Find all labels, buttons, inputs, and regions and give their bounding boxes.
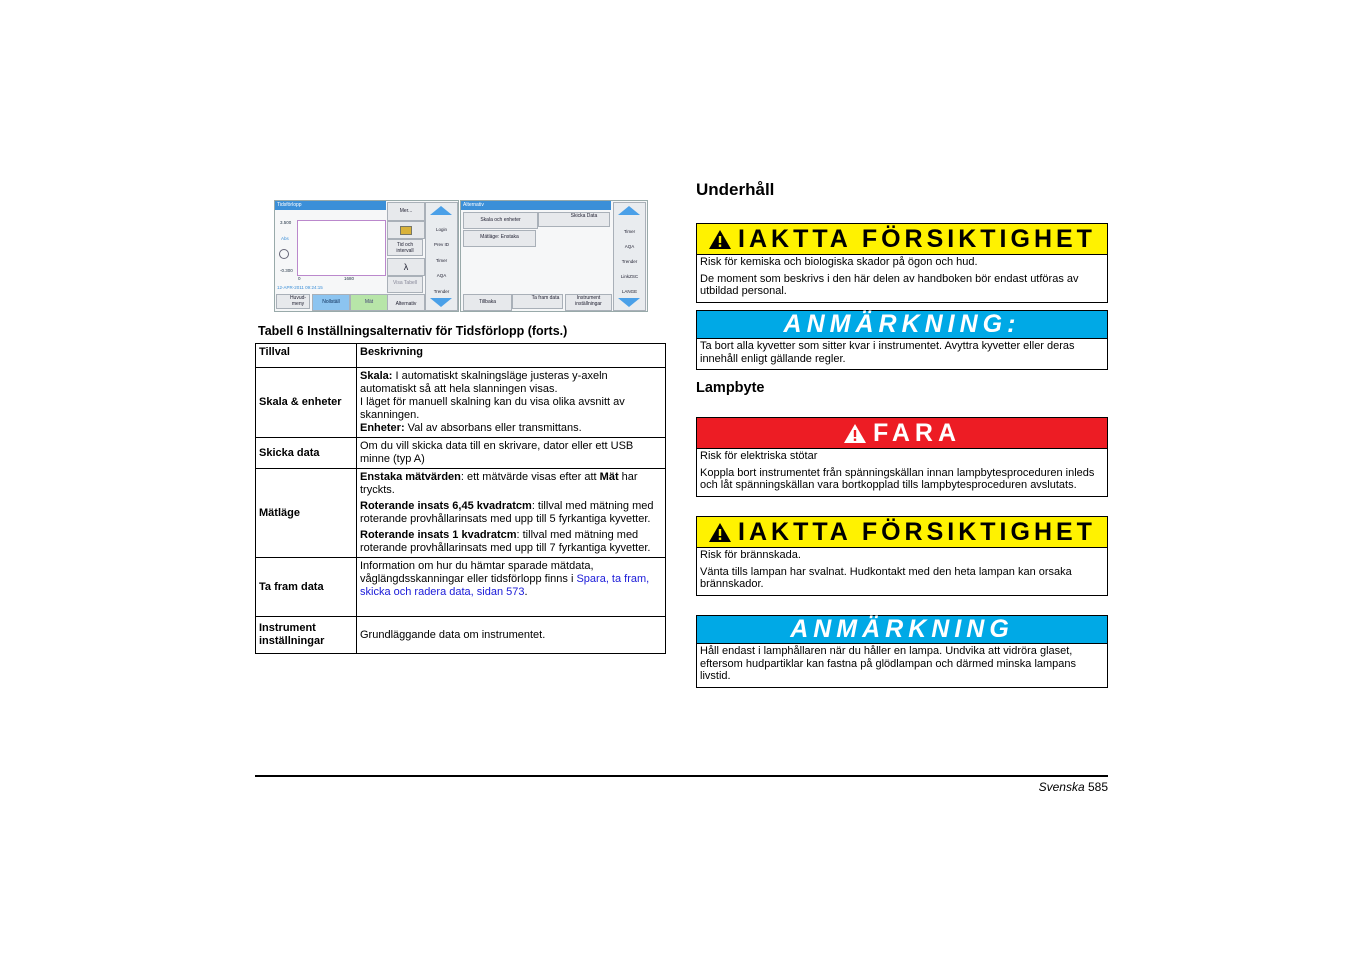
bold-term: Enstaka mätvärden (360, 471, 461, 483)
table-row (256, 469, 666, 558)
footer-rule (255, 775, 1108, 777)
bold-term: Roterande insats 6,45 kvadratcm (360, 500, 532, 512)
measure-button[interactable]: Mät (350, 294, 388, 311)
text: : tillval med mätning med roterande provhållarinsats med upp till 5 fyrkantiga kyvetter. (360, 500, 654, 525)
notice-label: ANMÄRKNING: (783, 310, 1021, 338)
table-row (256, 368, 666, 438)
notice-line: Risk för brännskada. (700, 549, 801, 561)
header-description: Beskrivning (357, 344, 666, 368)
plot-area (297, 220, 386, 276)
y-axis-top-label: 3.500 (280, 220, 292, 225)
table-row (256, 617, 666, 654)
caution-notice (696, 223, 1108, 303)
notice-line: De moment som beskrivs i den här delen av handboken bör endast utföras av utbildad personal. (700, 272, 1079, 297)
notice-line: Koppla bort instrumentet från spänningskällan innan lampbytesproceduren inleds och låt spänningskällan vara bortkopplad tills lampbytesproceduren avslutats. (700, 466, 1095, 491)
row-description (357, 558, 666, 617)
left-nav-column (425, 202, 458, 311)
abs-label: Abs (281, 236, 289, 241)
row-option: Skicka data (256, 438, 357, 469)
timecourse-screenshot (274, 200, 459, 312)
notice-header (697, 224, 1107, 255)
nav-login[interactable]: Login (435, 227, 447, 232)
screen-title: Alternativ (461, 201, 611, 210)
zoom-icon[interactable] (279, 249, 289, 259)
header-option: Tillval (256, 344, 357, 368)
scale-units-button[interactable]: Skala och enheter (463, 212, 538, 229)
nav-aqa[interactable]: AQA (436, 273, 447, 278)
show-table-button[interactable]: Visa Tabell (387, 276, 423, 293)
options-table (255, 343, 666, 654)
time-interval-button[interactable]: Tid och intervall (387, 239, 423, 256)
back-button[interactable]: Tillbaka (463, 294, 512, 311)
footer-language: Svenska (1038, 780, 1085, 794)
row-description (357, 469, 666, 558)
caution-notice (696, 516, 1108, 596)
notice-body (697, 644, 1107, 687)
cross-reference-link[interactable]: Spara, ta fram, skicka och radera data, sidan 573 (360, 573, 650, 598)
row-description (357, 368, 666, 438)
text: . (524, 586, 528, 598)
warning-triangle-icon (843, 423, 867, 444)
row-option: Mätläge (256, 469, 357, 558)
text: Val av absorbans eller transmittans. (404, 422, 582, 434)
measure-mode-button[interactable]: Mätläge: Enstaka (463, 230, 536, 247)
right-nav-column (613, 202, 646, 311)
nav-linkzsc[interactable]: LinkZSC (620, 274, 639, 279)
notice-label: FARA (872, 418, 962, 447)
notice-header (697, 311, 1107, 339)
page-footer (1039, 780, 1108, 794)
row-option: Instrument inställningar (256, 617, 357, 654)
table-caption: Tabell 6 Inställningsalternativ för Tidsförlopp (forts.) (258, 324, 568, 338)
notice-label: ANMÄRKNING (790, 615, 1014, 643)
text: : ett mätvärde visas efter att (460, 471, 600, 483)
danger-notice (696, 417, 1108, 497)
row-description: Grundläggande data om instrumentet. (357, 617, 666, 654)
row-option: Ta fram data (256, 558, 357, 617)
text: I automatiskt skalningsläge justeras y-axeln automatiskt så att hela slanningen visas. (360, 370, 608, 395)
nav-timer[interactable]: Timer (435, 258, 448, 263)
scroll-up-icon[interactable] (430, 206, 452, 215)
notice-body (697, 255, 1107, 302)
nav-timer[interactable]: Timer (623, 229, 636, 234)
page-number: 585 (1087, 780, 1108, 794)
alternatives-button[interactable]: Alternativ (387, 294, 425, 311)
notice-body (697, 548, 1107, 595)
row-option: Skala & enheter (256, 368, 357, 438)
subsection-title: Lampbyte (696, 380, 765, 396)
nav-trends[interactable]: Trender (621, 259, 638, 264)
nav-aqa[interactable]: AQA (624, 244, 635, 249)
section-title: Underhåll (696, 180, 775, 199)
bold-term: Roterande insats 1 kvadratcm (360, 529, 517, 541)
text: har tryckts. (360, 471, 638, 496)
nav-trends[interactable]: Trender (433, 289, 450, 294)
printer-icon[interactable] (387, 221, 425, 239)
bold-term: Enheter: (360, 422, 405, 434)
warning-triangle-icon (708, 229, 732, 250)
nav-lange[interactable]: LANGE (621, 289, 638, 294)
timestamp: 12-APR-2011 09:24:15 (277, 285, 323, 290)
notice-header (697, 616, 1107, 644)
retrieve-data-button[interactable]: Ta fram data (512, 294, 563, 309)
notice-line: Risk för elektriska stötar (700, 450, 818, 462)
note-notice (696, 615, 1108, 688)
send-data-button[interactable]: Skicka Data (538, 212, 610, 227)
scroll-down-icon[interactable] (618, 298, 640, 307)
zero-button[interactable]: Nollställ (312, 294, 350, 311)
table-header-row (256, 344, 666, 368)
text: : tillval med mätning med roterande provhållarinsats med upp till 7 fyrkantiga kyvetter. (360, 529, 651, 554)
note-notice (696, 310, 1108, 370)
notice-body (697, 339, 1107, 369)
notice-label: IAKTTA FÖRSIKTIGHET (738, 224, 1096, 253)
table-row (256, 558, 666, 617)
notice-label: IAKTTA FÖRSIKTIGHET (738, 517, 1096, 546)
bold-term: Mät (599, 471, 619, 483)
main-menu-button[interactable]: Huvud-meny (276, 294, 310, 309)
notice-body (697, 449, 1107, 496)
options-screenshot (460, 200, 648, 312)
nav-prev-id[interactable]: Prev ID (433, 242, 449, 247)
notice-header (697, 418, 1107, 449)
wavelength-button[interactable]: λ (387, 258, 425, 276)
notice-line: Håll endast i lamphållaren när du håller en lampa. Undvika att vidröra glaset, eftersom hudpartiklar kan fastna på glödlampan och därmed minska lampans livstid. (700, 645, 1077, 682)
scroll-down-icon[interactable] (430, 298, 452, 307)
warning-triangle-icon (708, 522, 732, 543)
bold-term: Skala: (360, 370, 393, 382)
scroll-up-icon[interactable] (618, 206, 640, 215)
notice-header (697, 517, 1107, 548)
instrument-settings-button[interactable]: Instrument inställningar (565, 294, 612, 311)
x-axis-start-label: 0 (298, 276, 301, 281)
notice-line: Ta bort alla kyvetter som sitter kvar i instrumentet. Avyttra kyvetter eller deras innehåll enligt gällande regler. (700, 340, 1075, 365)
text: I läget för manuell skalning kan du visa olika avsnitt av skanningen. (360, 396, 625, 421)
more-button[interactable]: Mer... (387, 202, 425, 221)
screen-title: Tidsförlopp (275, 201, 386, 210)
row-description: Om du vill skicka data till en skrivare, dator eller ett USB minne (typ A) (357, 438, 666, 469)
notice-line: Vänta tills lampan har svalnat. Hudkontakt med den heta lampan kan orsaka brännskador. (700, 565, 1072, 590)
y-axis-bottom-label: -0.300 (280, 268, 293, 273)
notice-line: Risk för kemiska och biologiska skador på ögon och hud. (700, 256, 978, 268)
x-axis-end-label: 1680 (344, 276, 355, 281)
table-row (256, 438, 666, 469)
text: Information om hur du hämtar sparade mätdata, våglängdsskanningar eller tidsförlopp finns i (360, 560, 594, 585)
